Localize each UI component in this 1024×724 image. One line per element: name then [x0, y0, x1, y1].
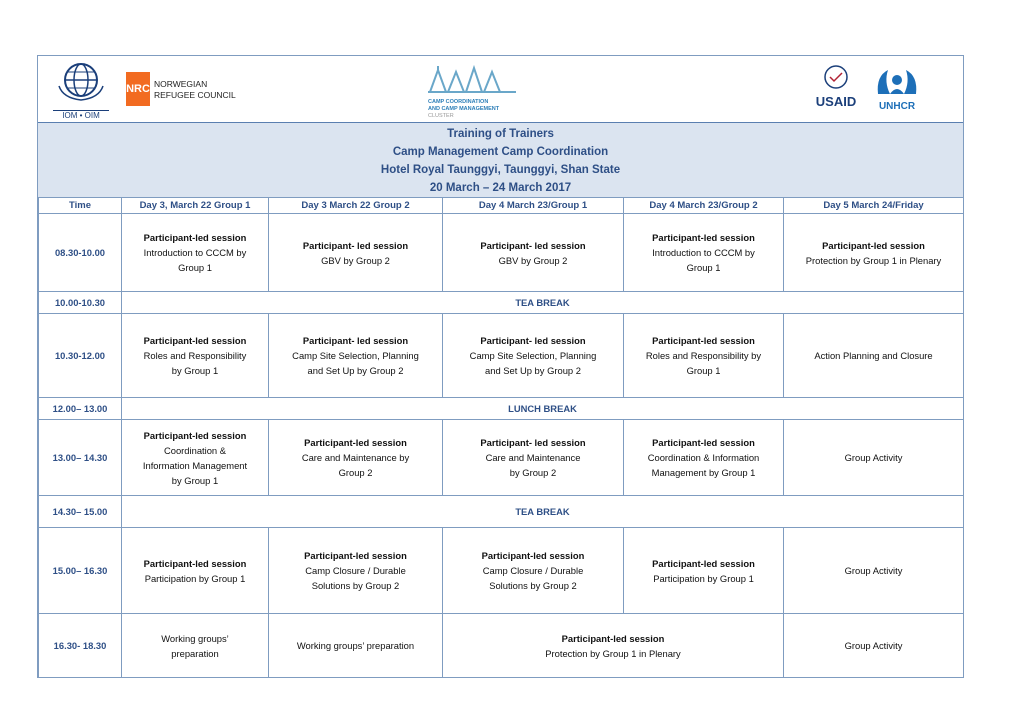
column-header: Day 4 March 23/Group 1 [443, 198, 624, 214]
session-detail: Solutions by Group 2 [311, 580, 400, 591]
session-cell [269, 528, 443, 614]
column-header: Time [39, 198, 122, 214]
session-detail: Protection by Group 1 in Plenary [545, 647, 681, 659]
unhcr-logo [870, 66, 924, 116]
session-detail: Group 1 [178, 262, 212, 273]
break-label: LUNCH BREAK [122, 398, 964, 420]
schedule-table [38, 197, 964, 678]
session-detail: Care and Maintenance by [301, 452, 410, 463]
session-cell [443, 528, 624, 614]
session-detail: Camp Site Selection, Planning [469, 350, 597, 361]
session-detail: Roles and Responsibility [143, 350, 247, 361]
session-detail: preparation [171, 647, 219, 659]
session-detail: Action Planning and Closure [814, 350, 933, 361]
session-detail: Group Activity [844, 640, 903, 651]
iom-logo [53, 60, 109, 118]
break-row [39, 496, 964, 528]
time-slot: 14.30– 15.00 [39, 496, 122, 528]
session-detail: Group 1 [686, 365, 721, 376]
title-band [38, 123, 963, 197]
session-type: Participant-led session [143, 557, 247, 569]
logo-band [38, 56, 963, 124]
session-detail: Solutions by Group 2 [489, 580, 577, 591]
session-type: Participant- led session [480, 335, 586, 346]
session-cell [122, 214, 269, 292]
session-cell [784, 214, 964, 292]
session-detail: Camp Closure / Durable [305, 565, 406, 576]
session-detail: by Group 2 [509, 467, 557, 478]
nrc-logo [126, 72, 236, 106]
session-cell [122, 528, 269, 614]
session-cell [269, 214, 443, 292]
session-detail: Management by Group 1 [651, 467, 756, 478]
usaid-wordmark: USAID [815, 94, 857, 109]
iom-emblem-icon [53, 60, 109, 104]
session-detail: Working groups’ preparation [296, 640, 415, 651]
session-cell [784, 614, 964, 678]
break-row [39, 398, 964, 420]
session-row [39, 214, 964, 292]
session-detail: Participation by Group 1 [144, 572, 246, 584]
column-header: Day 3 March 22 Group 2 [269, 198, 443, 214]
title-line-3: Hotel Royal Taunggyi, Taunggyi, Shan State [380, 164, 621, 176]
session-detail: Coordination & Information [647, 452, 760, 463]
unhcr-wordmark: UNHCR [878, 101, 916, 112]
session-cell [269, 314, 443, 398]
session-detail: and Set Up by Group 2 [307, 365, 404, 376]
header-row [39, 198, 964, 214]
session-type: Participant-led session [304, 437, 407, 448]
session-type: Participant-led session [304, 550, 407, 561]
session-type: Participant-led session [652, 437, 755, 448]
session-type: Participant-led session [561, 632, 665, 644]
session-detail: Information Management [142, 459, 248, 471]
session-cell [624, 528, 784, 614]
unhcr-hands-icon [870, 66, 924, 96]
session-detail: Introduction to CCCM by [652, 247, 755, 258]
session-cell [624, 214, 784, 292]
time-slot: 12.00– 13.00 [39, 398, 122, 420]
session-type: Participant-led session [143, 335, 247, 346]
session-cell [443, 314, 624, 398]
column-header: Day 4 March 23/Group 2 [624, 198, 784, 214]
session-row [39, 528, 964, 614]
break-row [39, 292, 964, 314]
session-cell [122, 614, 269, 678]
usaid-seal-icon [808, 64, 864, 90]
nrc-mark: NRC [126, 72, 150, 106]
session-detail: Care and Maintenance [485, 452, 581, 463]
session-row [39, 314, 964, 398]
session-detail: by Group 1 [171, 365, 219, 376]
session-detail: Camp Site Selection, Planning [292, 350, 419, 361]
session-detail: Introduction to CCCM by [143, 247, 247, 258]
session-detail: Group Activity [844, 452, 903, 463]
iom-label: IOM • OIM [53, 110, 109, 120]
session-cell [269, 420, 443, 496]
session-type: Participant-led session [143, 429, 247, 441]
session-detail: by Group 1 [171, 474, 219, 486]
title-line-2: Camp Management Camp Coordination [392, 146, 609, 158]
session-type: Participant- led session [302, 335, 409, 346]
session-type: Participant-led session [481, 550, 585, 561]
session-type: Participant-led session [652, 335, 755, 346]
usaid-logo [808, 64, 864, 116]
cccm-tents-icon [428, 64, 518, 94]
session-type: Participant-led session [822, 239, 925, 251]
session-cell [122, 314, 269, 398]
session-detail: GBV by Group 2 [498, 254, 568, 266]
title-line-4: 20 March – 24 March 2017 [429, 182, 572, 194]
session-detail: Coordination & [163, 444, 227, 456]
title-line-1: Training of Trainers [447, 128, 554, 140]
session-cell [443, 214, 624, 292]
column-header: Day 5 March 24/Friday [784, 198, 964, 214]
session-detail: Group 1 [686, 262, 721, 273]
session-cell [269, 614, 443, 678]
schedule-sheet [37, 55, 964, 678]
time-slot: 10.30-12.00 [39, 314, 122, 398]
session-detail: Camp Closure / Durable [482, 565, 584, 576]
column-header: Day 3, March 22 Group 1 [122, 198, 269, 214]
nrc-wordmark: NORWEGIAN REFUGEE COUNCIL [154, 79, 236, 100]
cccm-wordmark: CAMP COORDINATION AND CAMP MANAGEMENT CLUSTER [428, 99, 500, 119]
time-slot: 13.00– 14.30 [39, 420, 122, 496]
session-cell [443, 614, 784, 678]
session-type: Participant-led session [143, 232, 247, 243]
session-detail: Roles and Responsibility by [645, 350, 762, 361]
break-label: TEA BREAK [122, 496, 964, 528]
session-cell [784, 420, 964, 496]
session-detail: GBV by Group 2 [321, 254, 390, 266]
session-cell [784, 314, 964, 398]
session-detail: Group Activity [844, 565, 903, 576]
session-detail: Participation by Group 1 [653, 572, 754, 584]
session-row [39, 614, 964, 678]
session-type: Participant-led session [652, 232, 755, 243]
time-slot: 16.30- 18.30 [39, 614, 122, 678]
session-cell [443, 420, 624, 496]
session-detail: Protection by Group 1 in Plenary [805, 254, 942, 266]
session-cell [784, 528, 964, 614]
session-detail: and Set Up by Group 2 [485, 365, 581, 376]
session-type: Participant- led session [480, 239, 586, 251]
session-type: Participant- led session [302, 239, 409, 251]
session-cell [624, 314, 784, 398]
session-type: Participant-led session [652, 557, 755, 569]
session-detail: Working groups’ [161, 632, 229, 644]
session-detail: Group 2 [338, 467, 373, 478]
break-label: TEA BREAK [122, 292, 964, 314]
session-cell [122, 420, 269, 496]
session-row [39, 420, 964, 496]
time-slot: 08.30-10.00 [39, 214, 122, 292]
session-type: Participant- led session [480, 437, 586, 448]
session-cell [624, 420, 784, 496]
time-slot: 10.00-10.30 [39, 292, 122, 314]
time-slot: 15.00– 16.30 [39, 528, 122, 614]
cccm-logo [428, 64, 518, 118]
